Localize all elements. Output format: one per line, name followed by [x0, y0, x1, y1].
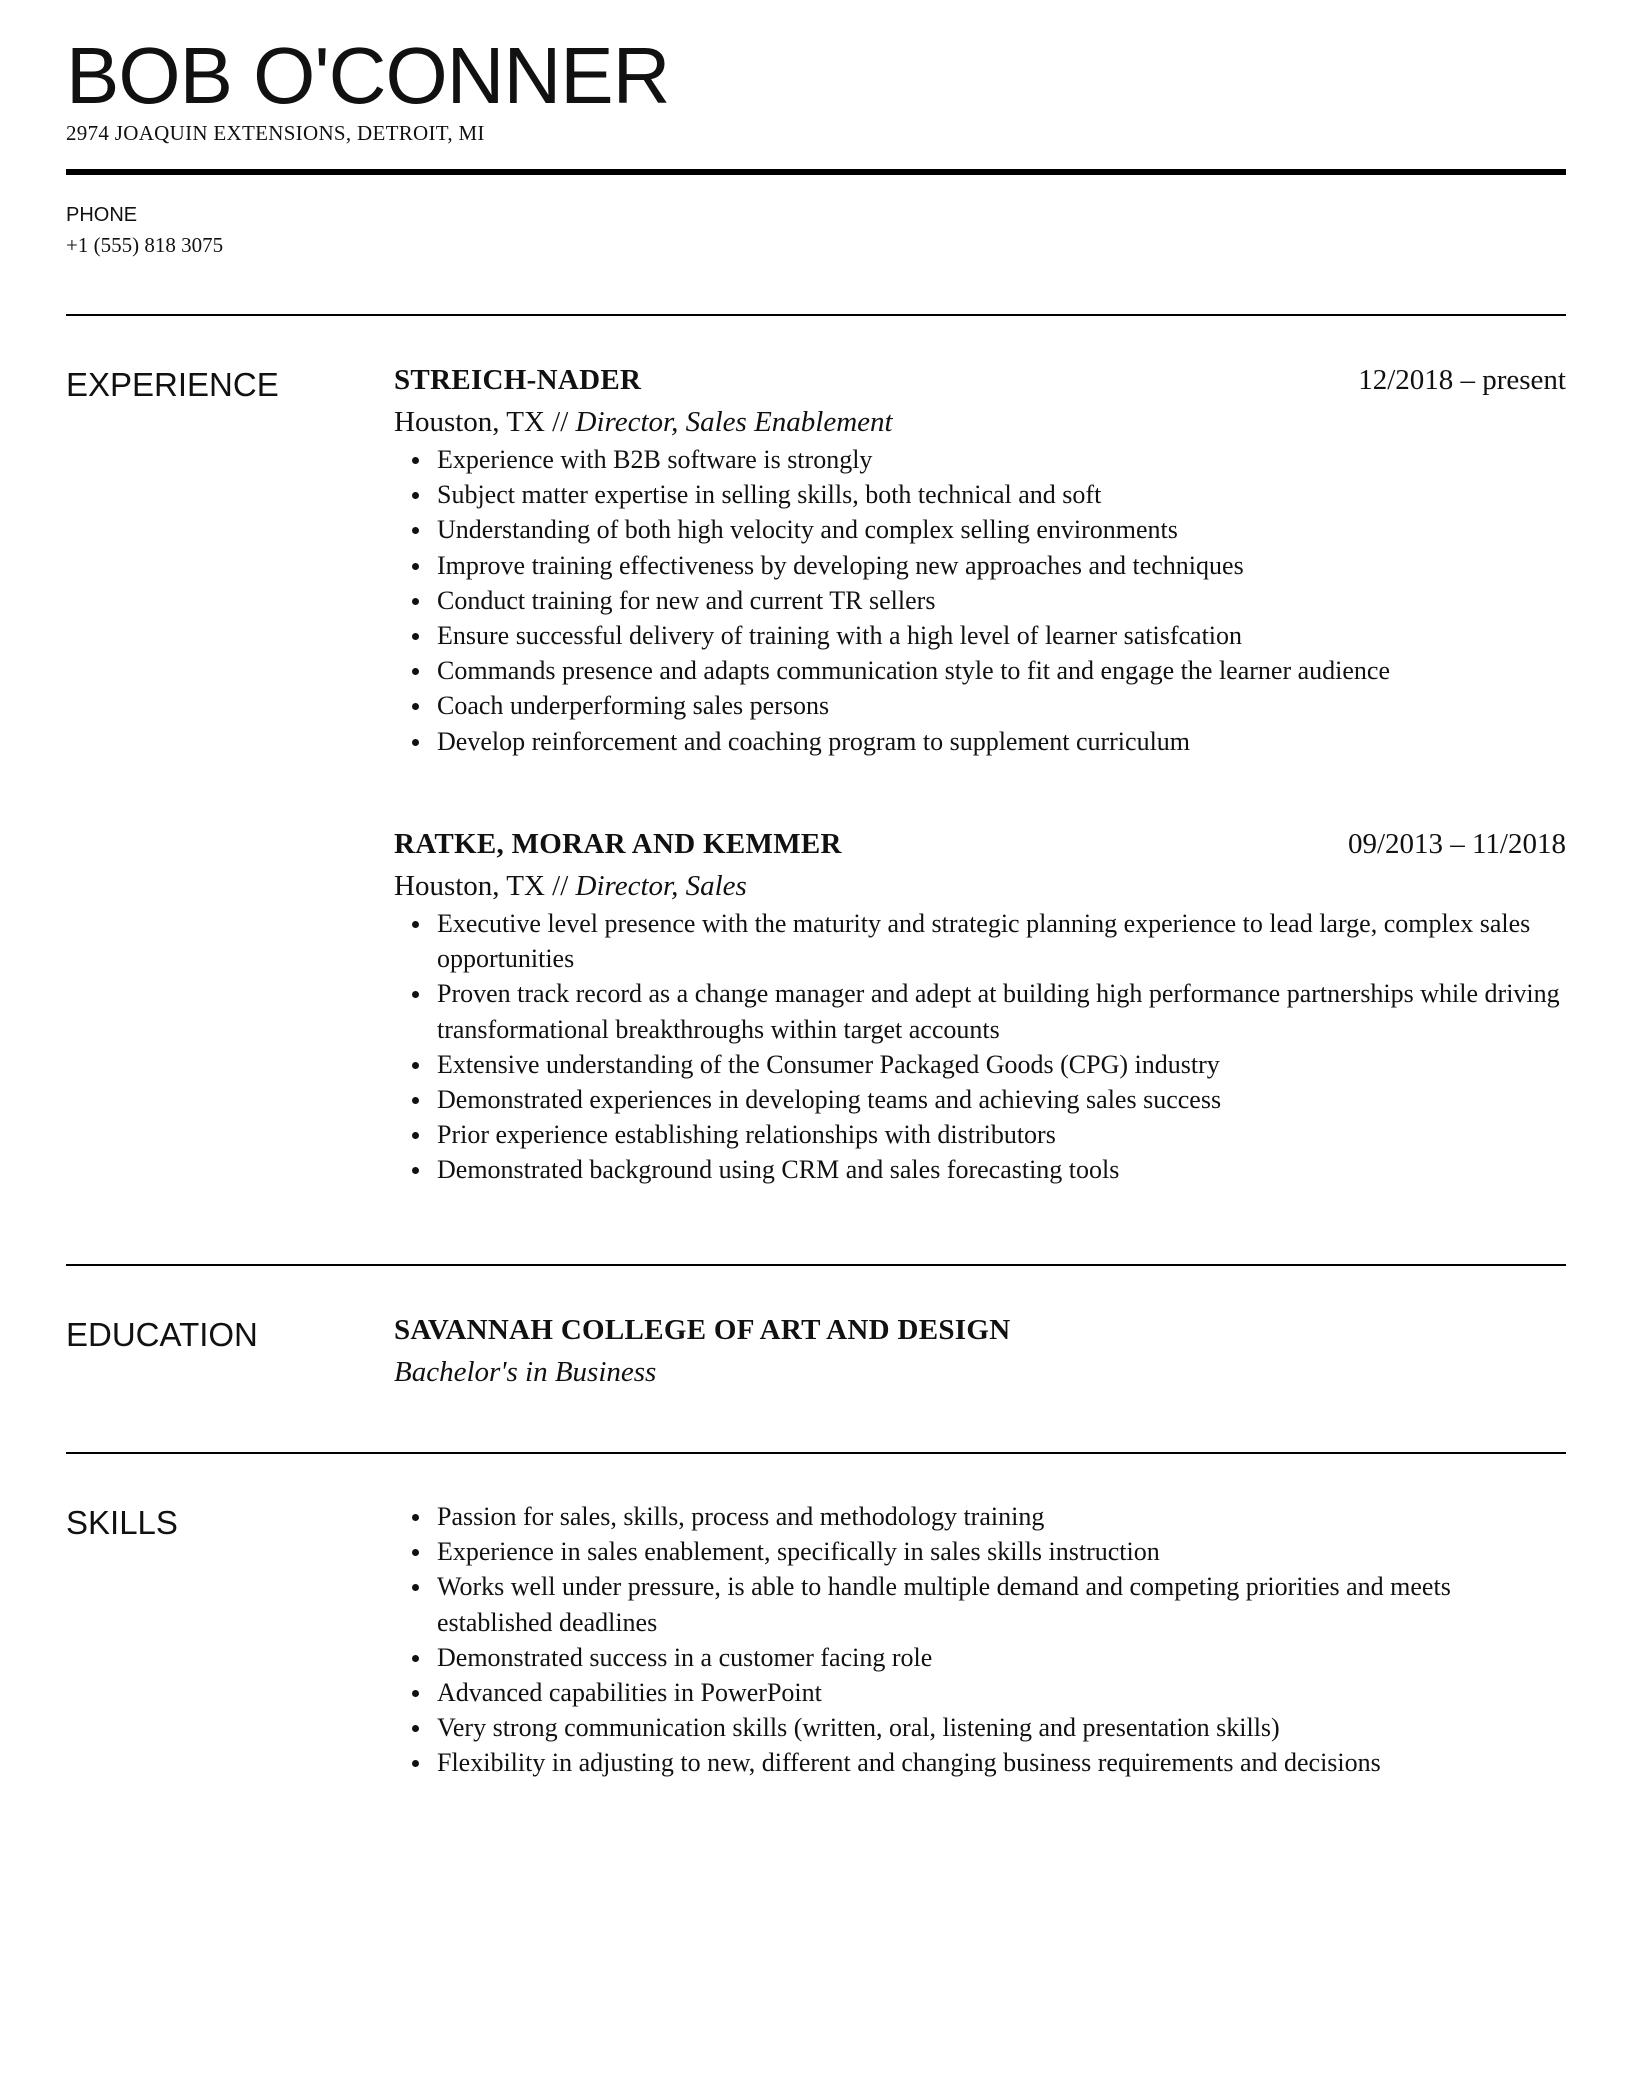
list-item: Experience with B2B software is strongly [394, 442, 1566, 477]
list-item: Experience in sales enablement, specifically in sales skills instruction [394, 1534, 1566, 1569]
job-bullets [394, 906, 1566, 1188]
education-header [394, 1314, 1566, 1352]
skills-entry [394, 1499, 1566, 1781]
job-role: Director, Sales [575, 870, 747, 902]
job-company: RATKE, MORAR AND KEMMER [394, 828, 842, 860]
list-item: Conduct training for new and current TR sellers [394, 583, 1566, 618]
header-divider [66, 169, 1566, 175]
list-item: Proven track record as a change manager and adept at building high performance partnerships while driving transformational breakthroughs within target accounts [394, 976, 1566, 1046]
list-item: Demonstrated background using CRM and sales forecasting tools [394, 1152, 1566, 1187]
education-school: SAVANNAH COLLEGE OF ART AND DESIGN [394, 1314, 1011, 1346]
education-degree: Bachelor's in Business [394, 1356, 657, 1388]
list-item: Improve training effectiveness by developing new approaches and techniques [394, 548, 1566, 583]
phone-value: +1 (555) 818 3075 [66, 233, 224, 257]
phone-label: PHONE [66, 204, 138, 226]
job-subline [394, 402, 1566, 442]
list-item: Ensure successful delivery of training with a high level of learner satisfcation [394, 618, 1566, 653]
experience-section-title: EXPERIENCE [66, 366, 279, 403]
list-item: Executive level presence with the maturity and strategic planning experience to lead large, complex sales opportunities [394, 906, 1566, 976]
list-item: Commands presence and adapts communication style to fit and engage the learner audience [394, 653, 1566, 688]
job-role: Director, Sales Enablement [575, 406, 893, 438]
job-header [394, 364, 1566, 402]
job-dates: 09/2013 – 11/2018 [1347, 828, 1566, 860]
skills-list [394, 1499, 1566, 1781]
list-item: Understanding of both high velocity and complex selling environments [394, 512, 1566, 547]
experience-job-2 [394, 828, 1566, 1188]
experience-divider [66, 1264, 1566, 1266]
candidate-address: 2974 JOAQUIN EXTENSIONS, DETROIT, MI [66, 121, 485, 145]
job-location: Houston, TX [394, 406, 545, 438]
education-section-title: EDUCATION [66, 1316, 258, 1353]
job-separator: // [544, 870, 576, 902]
job-bullets [394, 442, 1566, 759]
list-item: Very strong communication skills (written, oral, listening and presentation skills) [394, 1710, 1566, 1745]
list-item: Works well under pressure, is able to handle multiple demand and competing priorities and meets established deadlines [394, 1569, 1566, 1639]
list-item: Passion for sales, skills, process and methodology training [394, 1499, 1566, 1534]
job-header [394, 828, 1566, 866]
candidate-name: BOB O'CONNER [66, 31, 670, 120]
list-item: Demonstrated experiences in developing teams and achieving sales success [394, 1082, 1566, 1117]
list-item: Flexibility in adjusting to new, different and changing business requirements and decisions [394, 1745, 1566, 1780]
contact-divider [66, 314, 1566, 316]
list-item: Coach underperforming sales persons [394, 688, 1566, 723]
list-item: Subject matter expertise in selling skills, both technical and soft [394, 477, 1566, 512]
education-entry [394, 1314, 1566, 1392]
skills-section-title: SKILLS [66, 1504, 178, 1541]
job-subline [394, 866, 1566, 906]
list-item: Extensive understanding of the Consumer Packaged Goods (CPG) industry [394, 1047, 1566, 1082]
list-item: Develop reinforcement and coaching program to supplement curriculum [394, 724, 1566, 759]
list-item: Demonstrated success in a customer facing role [394, 1640, 1566, 1675]
experience-job-1 [394, 364, 1566, 759]
job-location: Houston, TX [394, 870, 545, 902]
list-item: Advanced capabilities in PowerPoint [394, 1675, 1566, 1710]
job-company: STREICH-NADER [394, 364, 642, 396]
list-item: Prior experience establishing relationships with distributors [394, 1117, 1566, 1152]
education-divider [66, 1452, 1566, 1454]
job-dates: 12/2018 – present [1358, 364, 1566, 396]
job-separator: // [544, 406, 576, 438]
